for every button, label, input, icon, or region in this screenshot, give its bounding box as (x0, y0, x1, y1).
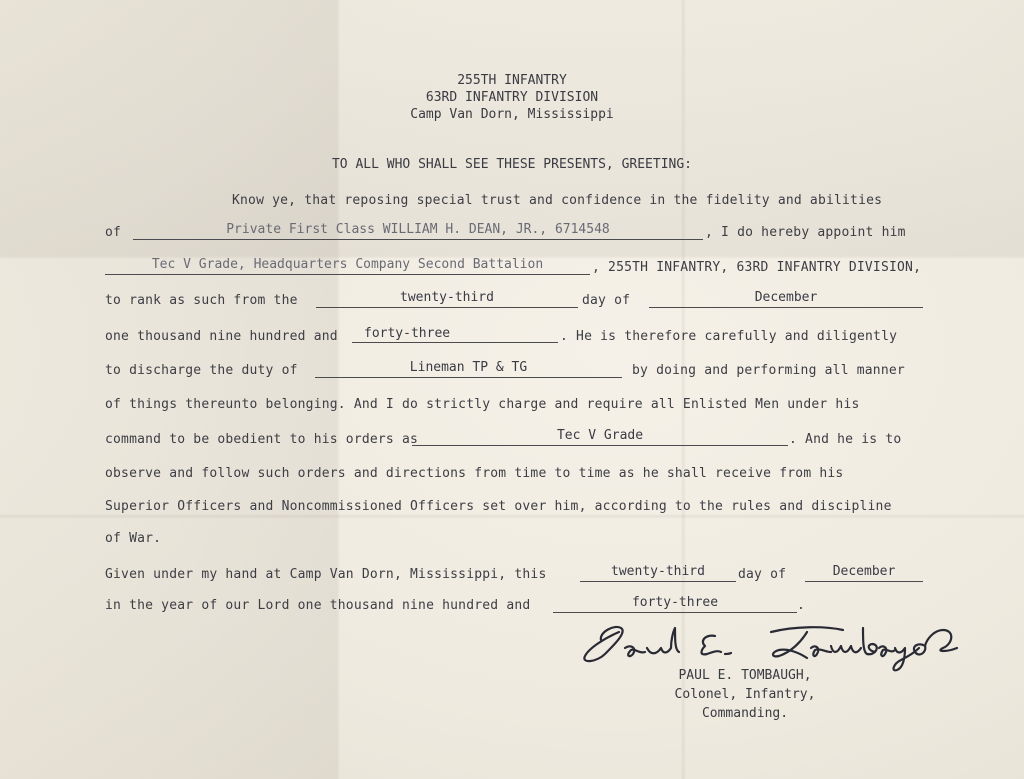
duty-text: by doing and performing all manner (632, 363, 905, 378)
duty-label: to discharge the duty of (105, 363, 298, 378)
given-day-of-label: day of (738, 567, 787, 582)
duty-field: Lineman TP & TG (315, 360, 622, 378)
recipient-name-field: Private First Class WILLIAM H. DEAN, JR., 6714548 (133, 222, 703, 240)
unit-text: , 255TH INFANTRY, 63RD INFANTRY DIVISION, (592, 260, 922, 275)
header-location: Camp Van Dorn, Mississippi (410, 107, 614, 122)
orders-field: Tec V Grade (412, 428, 788, 446)
body-line-things: of things thereunto belonging. And I do strictly charge and require all Enlisted Men under his (105, 397, 860, 412)
body-line-war: of War. (105, 531, 162, 546)
rank-label: to rank as such from the (105, 293, 298, 308)
of-label: of (105, 225, 122, 240)
greeting: TO ALL WHO SHALL SEE THESE PRESENTS, GREETING: (331, 157, 693, 172)
rank-day-field: twenty-third (316, 290, 578, 308)
body-line-know-ye: Know ye, that reposing special trust and confidence in the fidelity and abilities (232, 193, 883, 208)
command-text: . And he is to (789, 432, 902, 447)
header-unit: 255TH INFANTRY (457, 73, 567, 88)
given-month-field: December (805, 564, 923, 582)
appoint-text: , I do hereby appoint him (705, 225, 906, 240)
body-line-superior: Superior Officers and Noncommissioned Officers set over him, according to the rules and discipline (105, 499, 892, 514)
given-day-field: twenty-third (580, 564, 736, 582)
header-division: 63RD INFANTRY DIVISION (425, 90, 599, 105)
rank-month-field: December (649, 290, 923, 308)
signer-name: PAUL E. TOMBAUGH, (678, 668, 812, 683)
signer-role: Commanding. (701, 706, 789, 721)
body-line-observe: observe and follow such orders and directions from time to time as he shall receive from his (105, 466, 844, 481)
command-label: command to be obedient to his orders as (105, 432, 419, 447)
final-period: . (797, 598, 806, 613)
signer-rank: Colonel, Infantry, (674, 687, 816, 702)
day-of-label: day of (582, 293, 631, 308)
given-year-field: forty-three (553, 595, 797, 613)
given-label: Given under my hand at Camp Van Dorn, Mississippi, this (105, 567, 547, 582)
year-label: one thousand nine hundred and (105, 329, 338, 344)
therefore-text: . He is therefore carefully and diligently (560, 329, 898, 344)
lord-label: in the year of our Lord one thousand nine hundred and (105, 598, 531, 613)
grade-field: Tec V Grade, Headquarters Company Second Battalion (105, 257, 590, 275)
rank-year-field: forty-three (352, 326, 558, 343)
